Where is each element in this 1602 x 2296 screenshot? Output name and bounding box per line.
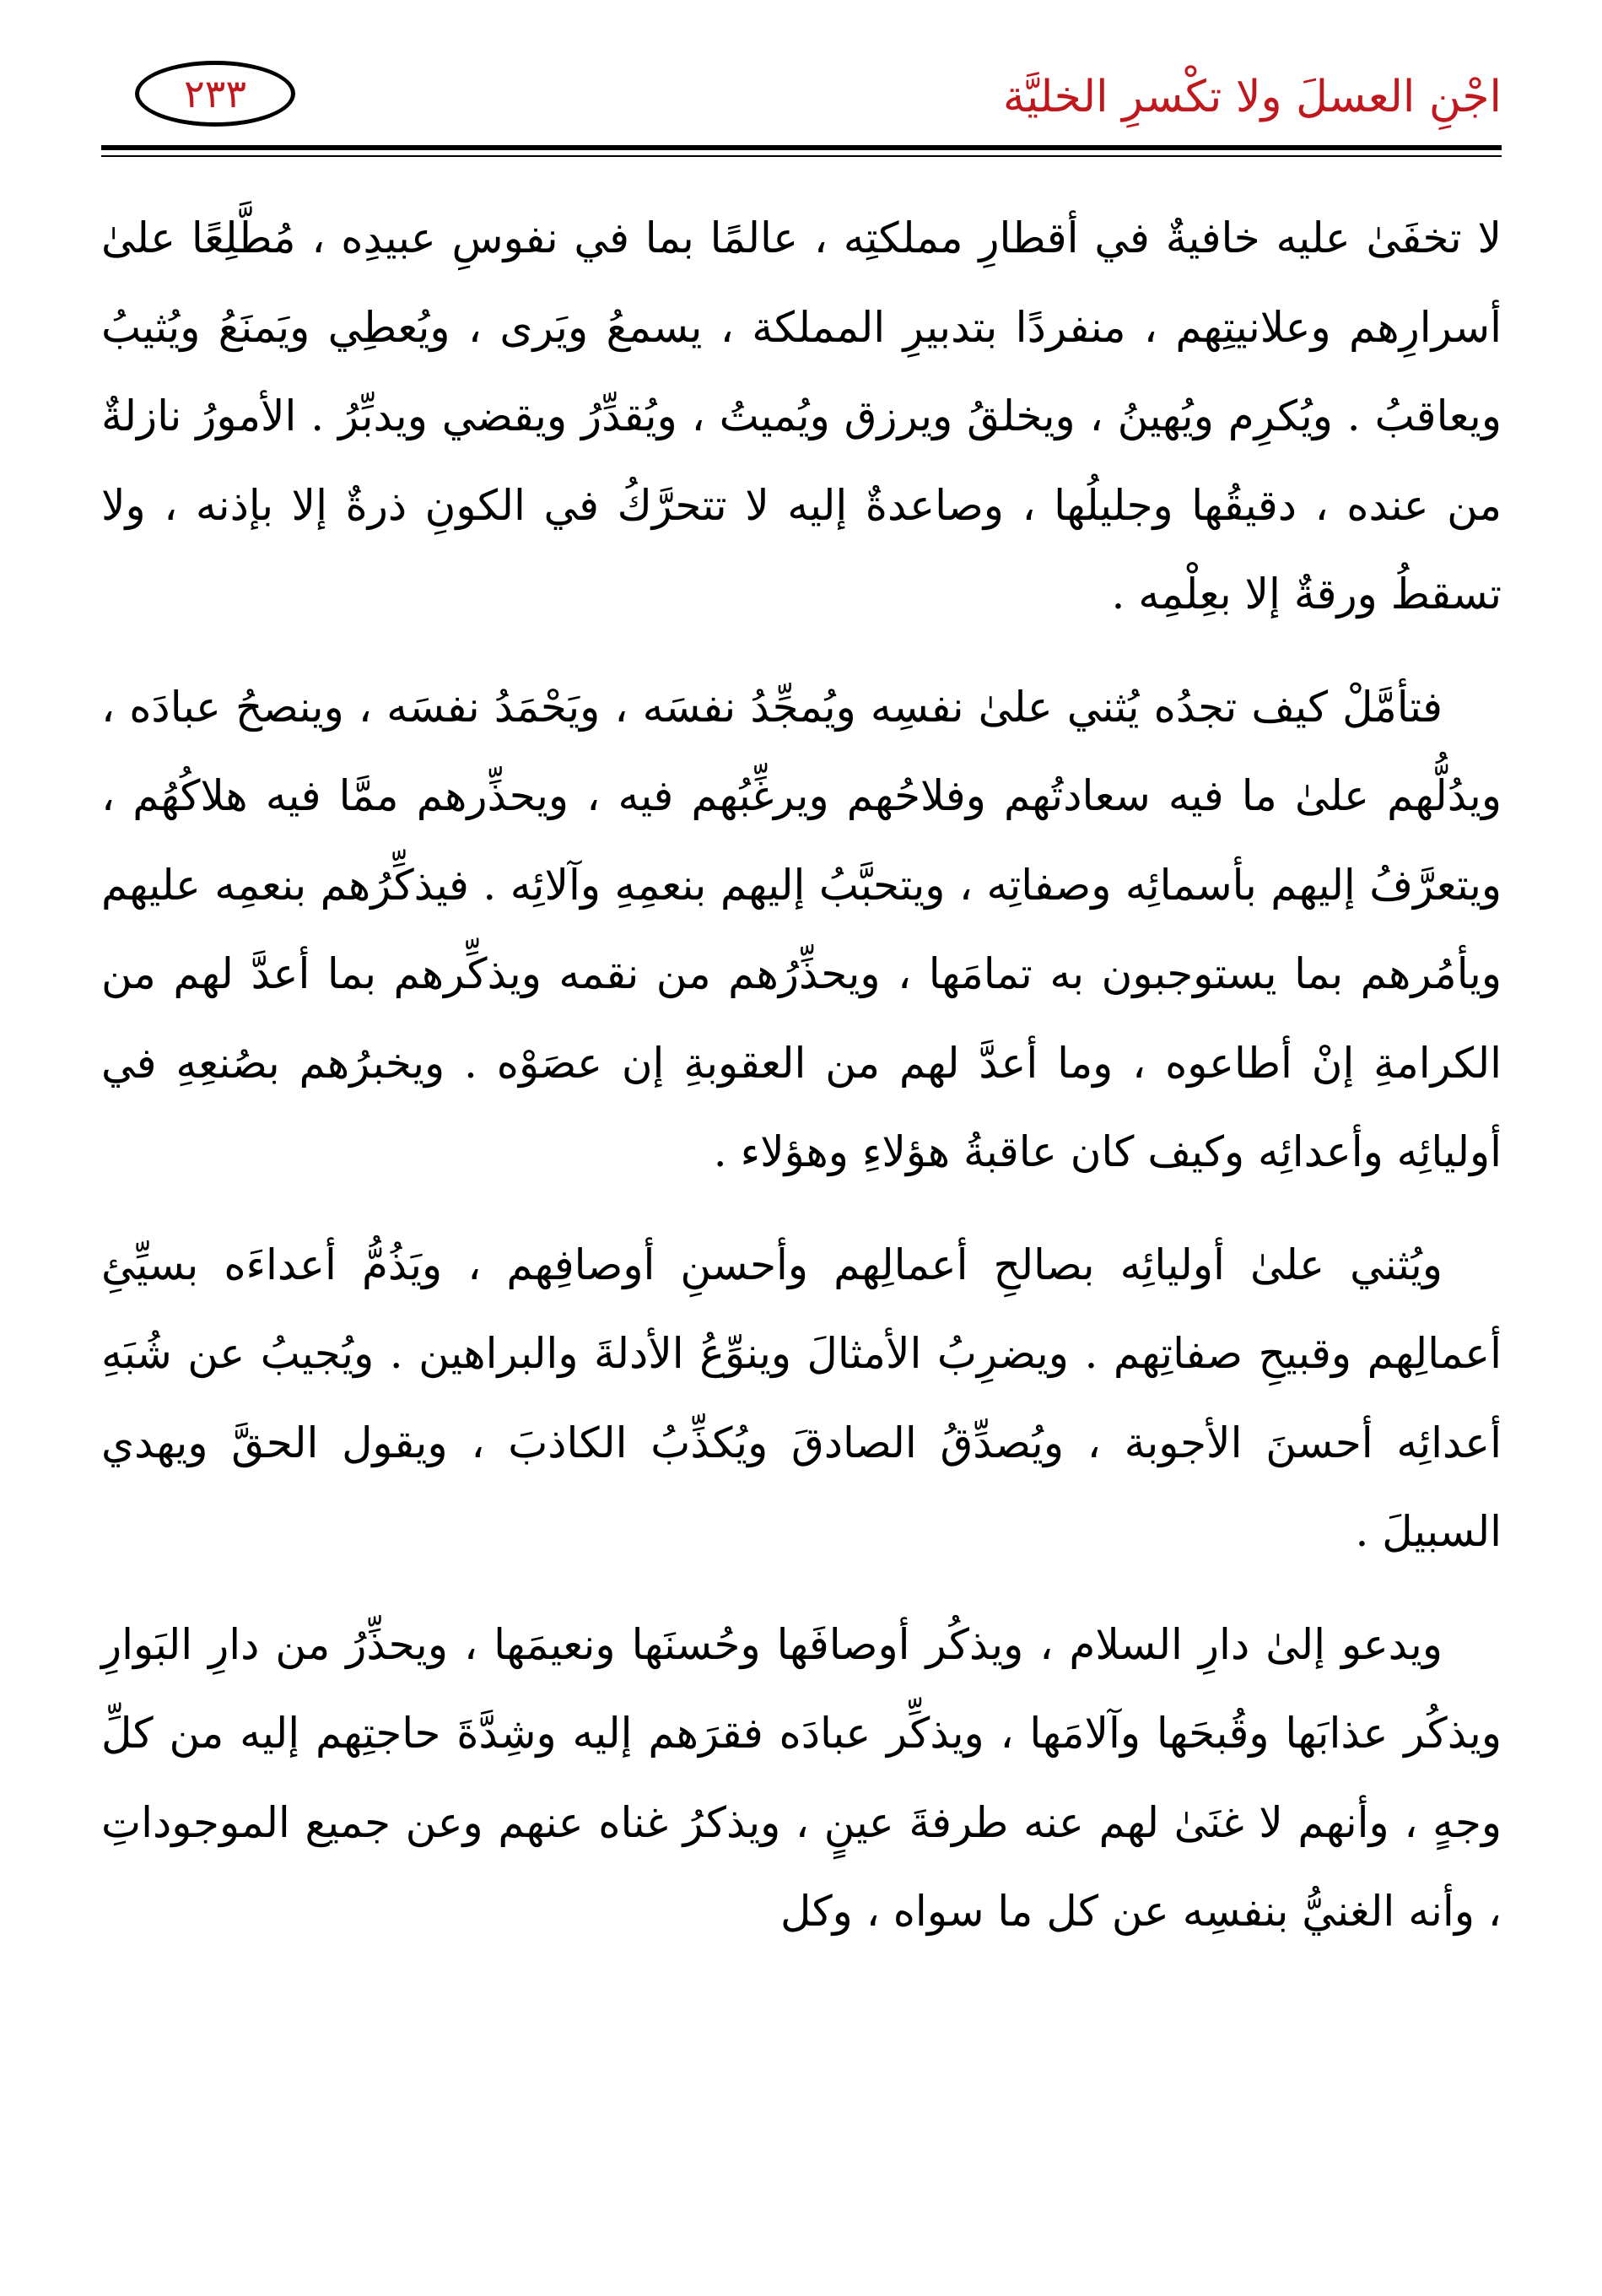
paragraph: ويدعو إلىٰ دارِ السلام ، ويذكُر أوصافَها وحُسنَها ونعيمَها ، ويحذِّرُ من دارِ البَوارِ ويذكُر عذابَها وقُبحَها وآلامَها ، ويذكِّر عبادَه فقرَهم إليه وشِدَّةَ حاجتِهم إليه من كلِّ وجهٍ ، وأنهم لا غنَىٰ لهم عنه طرفةَ عينٍ ، ويذكرُ غناه عنهم وعن جميع الموجوداتِ ، وأنه الغنيُّ بنفسِه عن كل ما سواه ، وكل (101, 1619, 1502, 1936)
header-rule-thin (101, 155, 1502, 157)
body-text (101, 194, 1502, 1957)
page-number: ٢٣٣ (183, 71, 247, 116)
book-page (101, 51, 1502, 2245)
paragraph: ويُثني علىٰ أوليائِه بصالحِ أعمالِهم وأحسنِ أوصافِهم ، ويَذُمُّ أعداءَه بسيِّئِ أعمالِهم وقبيحِ صفاتِهم . ويضرِبُ الأمثالَ وينوِّعُ الأدلةَ والبراهين . ويُجيبُ عن شُبَهِ أعدائِه أحسنَ الأجوبة ، ويُصدِّقُ الصادقَ ويُكذِّبُ الكاذبَ ، ويقول الحقَّ ويهدي السبيلَ . (101, 1240, 1502, 1556)
running-title: اجْنِ العسلَ ولا تكْسرِ الخليَّة (1002, 72, 1502, 122)
header-rule-thick (101, 145, 1502, 150)
paragraph: فتأمَّلْ كيف تجدُه يُثني علىٰ نفسِه ويُمجِّدُ نفسَه ، ويَحْمَدُ نفسَه ، وينصحُ عبادَه ، ويدُلُّهم علىٰ ما فيه سعادتُهم وفلاحُهم ويرغِّبُهم فيه ، ويحذِّرهم ممَّا فيه هلاكُهُم ، ويتعرَّفُ إليهم بأسمائِه وصفاتِه ، ويتحبَّبُ إليهم بنعمِهِ وآلائِه . فيذكِّرُهم بنعمِه عليهم ويأمُرهم بما يستوجبون به تمامَها ، ويحذِّرُهم من نقمه ويذكِّرهم بما أعدَّ لهم من الكرامةِ إنْ أطاعوه ، وما أعدَّ لهم من العقوبةِ إن عصَوْه . ويخبرُهم بصُنعِهِ في أوليائِه وأعدائِه وكيف كان عاقبةُ هؤلاءِ وهؤلاء . (101, 682, 1502, 1176)
paragraph: لا تخفَىٰ عليه خافيةٌ في أقطارِ مملكتِه ، عالمًا بما في نفوسِ عبيدِه ، مُطَّلِعًا علىٰ أسرارِهم وعلانيتِهم ، منفردًا بتدبيرِ المملكة ، يسمعُ ويَرى ، ويُعطِي ويَمنَعُ ويُثيبُ ويعاقبُ . ويُكرِم ويُهينُ ، ويخلقُ ويرزق ويُميتُ ، ويُقدِّرُ ويقضي ويدبِّرُ . الأمورُ نازلةٌ من عنده ، دقيقُها وجليلُها ، وصاعدةٌ إليه لا تتحرَّكُ في الكونِ ذرةٌ إلا بإذنه ، ولا تسقطُ ورقةٌ إلا بعِلْمِه . (101, 213, 1502, 619)
page-number-badge (135, 61, 295, 127)
page-header (101, 51, 1502, 152)
